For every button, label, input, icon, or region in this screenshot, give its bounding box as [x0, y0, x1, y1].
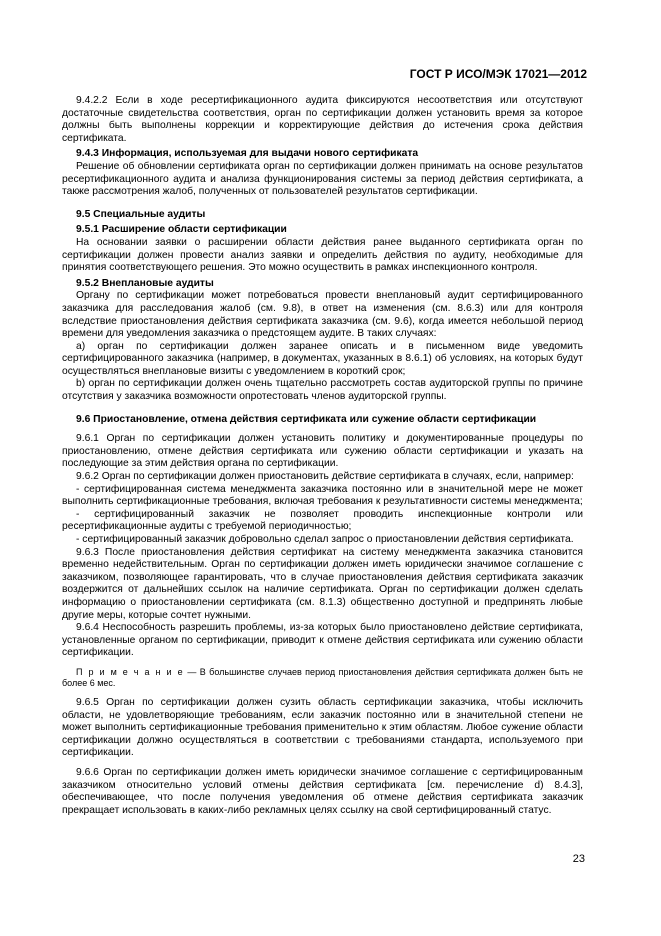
heading-9-5: 9.5 Специальные аудиты [76, 208, 206, 220]
heading-9-4-3: 9.4.3 Информация, используемая для выдачи нового сертификата [76, 148, 419, 160]
paragraph-9-6-5: 9.6.5 Орган по сертификации должен сузить область сертификации заказчика, чтобы исключить области, не удовлетворяющие требованиям, если заказчик постоянно или в значительной степени не может выполнить сертификационные требования применительно к этим областям. Любое сужение области сертификации должно осуществляться в соответствии с требованиями стандарта, используемого при сертификации. [62, 696, 583, 759]
heading-9-5-2: 9.5.2 Внеплановые аудиты [76, 277, 214, 289]
dash-item: - сертифицированный заказчик не позволяет проводить инспекционные контроли или ресертификационные аудиты с требуемой периодичностью; [62, 508, 583, 533]
list-item-b: b) орган по сертификации должен очень тщательно рассмотреть состав аудиторской группы по причине отсутствия у заказчика возможности опротестовать членов аудиторской группы. [62, 378, 583, 403]
dash-item: - сертифицированная система менеджмента заказчика постоянно или в значительной мере не может выполнить сертификационные требования, включая требования к результативности системы менеджмента; [62, 483, 583, 508]
heading-9-6: 9.6 Приостановление, отмена действия сертификата или сужение области сертификации [76, 413, 537, 425]
list-item-a: a) орган по сертификации должен заранее описать и в письменном виде уведомить сертифицированного заказчика (например, в документах, указанных в 8.6.1) об условиях, на которых будут осуществляться внеплановые визиты с уведомлением в короткий срок; [62, 340, 583, 377]
note [62, 667, 583, 690]
paragraph: Решение об обновлении сертификата орган по сертификации должен принимать на основе результатов ресертификационного аудита и анализа функционирования системы за период действия сертификата, а также рассмотрения жалоб, полученных от пользователей результатов сертификации. [62, 160, 583, 198]
dash-item: - сертифицированный заказчик добровольно сделал запрос о приостановлении действия сертификата. [76, 534, 574, 545]
paragraph: Органу по сертификации может потребоваться провести внеплановый аудит сертифицированного заказчика для расследования жалоб (см. 9.8), в ответ на изменения (см. 8.6.3) или для контроля вследствие приостановления действия сертификата заказчика (см. 9.6), когда имеется небольшой период времени для уведомления заказчика о предстоящем аудите. В таких случаях: [62, 290, 583, 340]
paragraph-9-6-4: 9.6.4 Неспособность разрешить проблемы, из-за которых было приостановлено действие сертификата, установленные органом по сертификации, приводит к отмене действия сертификата или сужению области сертификации. [62, 622, 583, 659]
document-header: ГОСТ Р ИСО/МЭК 17021—2012 [409, 67, 587, 81]
note-text: — В большинстве случаев период приостановления действия сертификата должен быть не более 6 мес. [62, 666, 583, 689]
paragraph-9-4-2-2: 9.4.2.2 Если в ходе ресертификационного аудита фиксируются несоответствия или отсутствуют достаточные свидетельства соответствия, орган по сертификации должен установить время за которое должны быть выполнены коррекции и корректирующие действия до истечения срока действия сертификата. [62, 95, 583, 144]
paragraph-9-6-3: 9.6.3 После приостановления действия сертификат на систему менеджмента заказчика становится временно недействительным. Орган по сертификации должен иметь юридически значимое соглашение с заказчиком, позволяющее гарантировать, что в случае приостановления действия сертификата заказчик воздержится от дальнейших ссылок на наличие сертификата. Орган по сертификации должен сделать информацию о приостановлении сертификата (см. 8.1.3) общественно доступной и предпринять любые другие меры, которые сочтет нужными. [62, 546, 583, 621]
page-number: 23 [572, 853, 585, 865]
paragraph-9-6-1: 9.6.1 Орган по сертификации должен установить политику и документированные процедуры по приостановлению, отмене действия сертификата или сужению области сертификации и указать на последующие за этим действия органа по сертификации. [62, 433, 583, 470]
heading-9-5-1: 9.5.1 Расширение области сертификации [76, 224, 287, 236]
paragraph: На основании заявки о расширении области действия ранее выданного сертификата орган по сертификации должен провести анализ заявки и определить действия по аудиту, необходимые для принятия соответствующего решения. Это можно осуществить в рамках инспекционного контроля. [62, 236, 583, 274]
paragraph-9-6-2: 9.6.2 Орган по сертификации должен приостановить действие сертификата в случаях, если, например: [76, 471, 574, 483]
note-label: П р и м е ч а н и е [76, 666, 184, 677]
document-body [62, 95, 583, 817]
paragraph-9-6-6: 9.6.6 Орган по сертификации должен иметь юридически значимое соглашение с сертифицированным заказчиком относительно условий отмены действия сертификата [см. перечисление d) 8.4.3], обеспечивающее, что после получения уведомления об отмене действия сертификата заказчик прекращает использовать в каких-либо рекламных целях ссылку на свой сертифицированный статус. [62, 766, 583, 816]
